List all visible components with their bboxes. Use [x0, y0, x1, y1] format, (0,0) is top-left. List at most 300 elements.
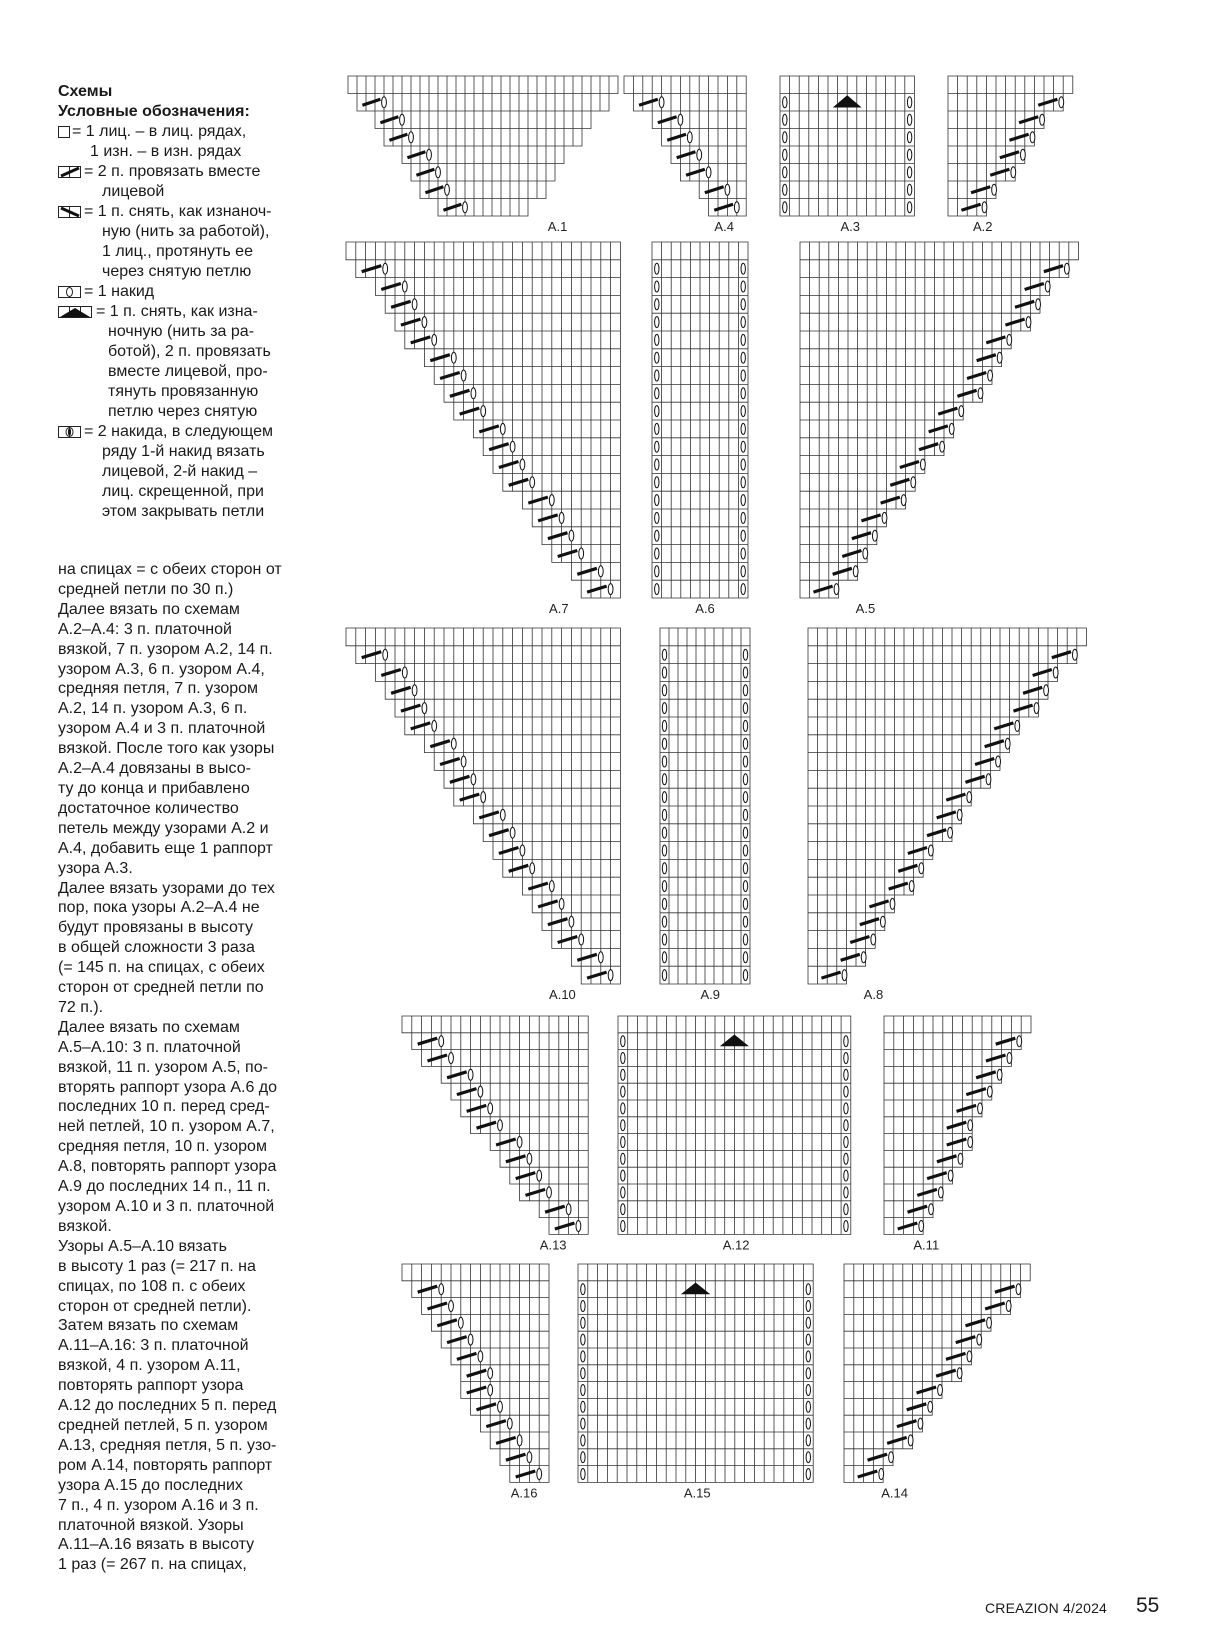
yarn-over-mark	[517, 1435, 522, 1446]
yarn-over-mark	[621, 1153, 625, 1164]
yarn-over-mark	[621, 1137, 625, 1148]
chart-label: A.9	[700, 987, 721, 1002]
yarn-over-mark	[520, 459, 525, 470]
instruction-line: повторять раппорт узора	[58, 1377, 244, 1395]
yarn-over-mark	[382, 97, 387, 108]
yarn-over-mark	[1016, 1284, 1021, 1295]
chart-grid	[844, 1264, 1030, 1482]
yarn-over-mark	[1005, 738, 1010, 749]
yarn-over-mark	[741, 584, 745, 595]
page-number: 55	[1136, 1594, 1160, 1617]
yarn-over-mark	[655, 566, 659, 577]
yarn-over-mark	[655, 370, 659, 381]
yarn-over-mark	[498, 1120, 503, 1131]
instruction-line: на спицах = с обеих сторон от	[58, 561, 282, 578]
yarn-over-mark	[655, 317, 659, 328]
instruction-line: платочной вязкой. Узоры	[58, 1516, 244, 1534]
yarn-over-mark	[468, 1334, 473, 1345]
instruction-line: ней петлей, 10 п. узором A.7,	[58, 1118, 275, 1136]
yarn-over-mark	[608, 584, 613, 595]
chart-grid	[800, 242, 1078, 598]
yarn-over-mark	[978, 1103, 983, 1114]
yarn-over-mark	[579, 934, 584, 945]
chart-grid	[660, 628, 750, 984]
yarn-over-mark	[662, 756, 666, 767]
yarn-over-mark	[806, 1452, 810, 1463]
yarn-over-mark	[844, 1137, 848, 1148]
yarn-over-mark	[948, 1170, 953, 1181]
chart-a15	[578, 1264, 813, 1500]
yarn-over-mark	[662, 863, 666, 874]
yarn-over-mark	[806, 1435, 810, 1446]
yarn-over-mark	[400, 114, 405, 125]
yarn-over-mark	[743, 809, 747, 820]
yarn-over-mark	[741, 281, 745, 292]
chart-a5	[800, 242, 1078, 616]
yarn-over-mark	[988, 370, 993, 381]
chart-grid	[346, 628, 620, 984]
yarn-over-mark	[481, 406, 486, 417]
yarn-over-mark	[919, 863, 924, 874]
yarn-over-mark	[1011, 167, 1016, 178]
instruction-line: A.11–A.16: 3 п. платочной	[58, 1337, 249, 1355]
yarn-over-mark	[783, 184, 787, 195]
yarn-over-mark	[530, 863, 535, 874]
yarn-over-mark	[806, 1368, 810, 1379]
yarn-over-mark	[655, 423, 659, 434]
yarn-over-mark	[659, 97, 664, 108]
chart-label: A.6	[695, 601, 715, 616]
chart-label: A.12	[722, 1237, 750, 1253]
yarn-over-mark	[844, 1086, 848, 1097]
yarn-over-mark	[918, 1418, 923, 1429]
yarn-over-mark	[383, 649, 388, 660]
instruction-line: вязкой, 11 п. узором A.5, по-	[58, 1058, 268, 1076]
yarn-over-mark	[741, 566, 745, 577]
yarn-over-mark	[806, 1284, 810, 1295]
yarn-over-mark	[678, 114, 683, 125]
yarn-over-mark	[500, 809, 505, 820]
yarn-over-mark	[907, 149, 911, 160]
instruction-line: вязкой.	[58, 1217, 112, 1235]
yarn-over-mark	[422, 317, 427, 328]
yarn-over-mark	[569, 916, 574, 927]
yarn-over-mark	[743, 934, 747, 945]
yarn-over-mark	[581, 1317, 585, 1328]
chart-a9	[660, 628, 750, 1002]
chart-label: A.15	[683, 1485, 711, 1501]
yarn-over-mark	[655, 352, 659, 363]
yarn-over-mark	[655, 548, 659, 559]
yarn-over-mark	[958, 1153, 963, 1164]
instruction-line: Далее вязать узорами до тех	[58, 879, 275, 897]
yarn-over-mark	[743, 649, 747, 660]
yarn-over-mark	[741, 441, 745, 452]
yarn-over-mark	[662, 667, 666, 678]
yarn-over-mark	[741, 317, 745, 328]
yarn-over-mark	[743, 703, 747, 714]
yarn-over-mark	[741, 352, 745, 363]
instruction-line: узора A.15 до последних	[58, 1476, 243, 1494]
yarn-over-mark	[1072, 649, 1077, 660]
yarn-over-mark	[559, 512, 564, 523]
yarn-over-mark	[510, 441, 515, 452]
yarn-over-mark	[741, 530, 745, 541]
yarn-over-mark	[844, 1221, 848, 1232]
yarn-over-mark	[687, 132, 692, 143]
instruction-line: 72 п.).	[58, 998, 104, 1016]
yarn-over-mark	[907, 184, 911, 195]
yarn-over-mark	[449, 1053, 454, 1064]
yarn-over-mark	[662, 703, 666, 714]
yarn-over-mark	[982, 202, 987, 213]
yarn-over-mark	[907, 132, 911, 143]
yarn-over-mark	[741, 548, 745, 559]
yarn-over-mark	[957, 809, 962, 820]
yarn-over-mark	[842, 970, 847, 981]
yarn-over-mark	[461, 756, 466, 767]
yarn-over-mark	[783, 132, 787, 143]
yarn-over-mark	[928, 1401, 933, 1412]
yarn-over-mark	[844, 1120, 848, 1131]
instruction-line: (= 145 п. на спицах, с обеих	[58, 959, 265, 977]
yarn-over-mark	[844, 1069, 848, 1080]
yarn-over-mark	[1064, 263, 1069, 274]
yarn-over-mark	[662, 809, 666, 820]
chart-label: A.14	[881, 1485, 908, 1501]
yarn-over-mark	[996, 756, 1001, 767]
legend-item-yarn-over: = 1 накид	[58, 282, 308, 302]
yarn-over-mark	[537, 1170, 542, 1181]
yarn-over-mark	[655, 281, 659, 292]
yarn-over-mark	[907, 202, 911, 213]
yarn-over-mark	[621, 1170, 625, 1181]
yarn-over-mark	[569, 530, 574, 541]
yarn-over-mark	[978, 388, 983, 399]
yarn-over-mark	[743, 827, 747, 838]
yarn-over-mark	[621, 1053, 625, 1064]
yarn-over-mark	[743, 898, 747, 909]
yarn-over-mark	[451, 352, 456, 363]
yarn-over-mark	[741, 477, 745, 488]
yarn-over-mark	[621, 1204, 625, 1215]
yarn-over-mark	[1017, 1036, 1022, 1047]
yarn-over-mark	[783, 167, 787, 178]
yarn-over-mark	[581, 1452, 585, 1463]
yarn-over-mark	[967, 1351, 972, 1362]
yarn-over-mark	[662, 685, 666, 696]
yarn-over-mark	[1020, 149, 1025, 160]
yarn-over-mark	[581, 1401, 585, 1412]
yarn-over-mark	[743, 756, 747, 767]
chart-a6	[652, 242, 748, 616]
yarn-over-mark	[520, 845, 525, 856]
yarn-over-mark	[741, 459, 745, 470]
yarn-over-mark	[871, 934, 876, 945]
yarn-over-mark	[655, 441, 659, 452]
instruction-line: средняя петля, 7 п. узором	[58, 680, 259, 698]
yarn-over-mark	[741, 263, 745, 274]
legend-subtitle: Условные обозначения:	[58, 103, 250, 120]
instruction-line: ром A.14, повторять раппорт	[58, 1456, 273, 1474]
yarn-over-mark	[741, 388, 745, 399]
yarn-over-mark	[471, 388, 476, 399]
yarn-over-mark	[940, 441, 945, 452]
yarn-over-mark	[439, 1284, 444, 1295]
yarn-over-mark	[662, 649, 666, 660]
instruction-line: A.2, 14 п. узором A.3, 6 п.	[58, 700, 248, 718]
yarn-over-mark	[706, 167, 711, 178]
instruction-line: A.5–A.10: 3 п. платочной	[58, 1038, 241, 1056]
yarn-over-mark	[510, 827, 515, 838]
chart-label: A.13	[539, 1237, 567, 1253]
yarn-over-mark	[907, 114, 911, 125]
chart-grid	[618, 1016, 851, 1234]
chart-a13	[402, 1016, 588, 1252]
instruction-line: пор, пока узоры A.2–A.4 не	[58, 899, 260, 917]
yarn-over-mark	[890, 898, 895, 909]
instruction-line: узором A.10 и 3 п. платочной	[58, 1198, 275, 1215]
yarn-over-mark	[581, 1334, 585, 1345]
instruction-line: вязкой. После того как узоры	[58, 740, 275, 758]
instruction-line: вторять раппорт узора A.6 до	[58, 1078, 278, 1096]
chart-label: A.11	[913, 1237, 940, 1253]
instruction-line: ту до конца и прибавлено	[58, 779, 250, 797]
yarn-over-mark	[581, 1368, 585, 1379]
instruction-line: узором A.3, 6 п. узором A.4,	[58, 660, 265, 678]
legend-item-knit: = 1 лиц. – в лиц. рядах, 1 изн. – в изн. рядах	[58, 122, 308, 162]
magazine-issue: CREAZION 4/2024	[985, 1600, 1108, 1616]
chart-a10	[346, 628, 620, 1002]
yarn-over-mark	[743, 970, 747, 981]
chart-a2	[948, 76, 1073, 234]
instruction-line: достаточное количество	[58, 799, 239, 817]
legend-item-double-yarn-over: = 2 накида, в следующем ряду 1-й накид вязать лицевой, 2-й накид – лиц. скрещенной, при этом закрывать петли	[58, 422, 308, 522]
yarn-over-mark	[662, 720, 666, 731]
instruction-line: последних 10 п. перед сред-	[58, 1098, 270, 1116]
instruction-line: A.11–A.16 вязать в высоту	[58, 1536, 255, 1554]
yarn-over-mark	[697, 149, 702, 160]
yarn-over-mark	[911, 477, 916, 488]
yarn-over-mark	[549, 881, 554, 892]
yarn-over-mark	[1044, 685, 1049, 696]
yarn-over-mark	[1026, 317, 1031, 328]
yarn-over-mark	[621, 1187, 625, 1198]
yarn-over-mark	[844, 1036, 848, 1047]
yarn-over-mark	[948, 827, 953, 838]
yarn-over-mark	[566, 1204, 571, 1215]
yarn-over-mark	[581, 1385, 585, 1396]
yarn-over-mark	[834, 584, 839, 595]
yarn-over-mark	[478, 1086, 483, 1097]
instruction-line: в общей сложности 3 раза	[58, 939, 255, 957]
yarn-over-mark	[806, 1401, 810, 1412]
chart-label: A.2	[972, 219, 993, 234]
yarn-over-mark	[889, 1452, 894, 1463]
instruction-line: Узоры A.5–A.10 вязать	[58, 1237, 227, 1255]
yarn-over-mark	[527, 1153, 532, 1164]
yarn-over-mark	[412, 685, 417, 696]
instruction-line: A.2–A.4 довязаны в высо-	[58, 760, 251, 778]
chart-label: A.3	[840, 219, 860, 234]
yarn-over-mark	[621, 1221, 625, 1232]
chart-a12	[618, 1016, 851, 1252]
yarn-over-mark	[783, 202, 787, 213]
yarn-over-mark	[517, 1137, 522, 1148]
yarn-over-mark	[537, 1469, 542, 1480]
yarn-over-mark	[608, 970, 613, 981]
yarn-over-mark	[500, 423, 505, 434]
yarn-over-mark	[844, 1170, 848, 1181]
instruction-line: A.2–A.4: 3 п. платочной	[58, 620, 232, 638]
yarn-over-mark	[806, 1351, 810, 1362]
chart-grid	[346, 242, 620, 598]
yarn-over-mark	[445, 184, 450, 195]
yarn-over-mark	[598, 566, 603, 577]
yarn-over-mark	[907, 97, 911, 108]
instruction-line: 7 п., 4 п. узором A.16 и 3 п.	[58, 1496, 259, 1514]
yarn-over-mark	[743, 720, 747, 731]
yarn-over-mark	[655, 495, 659, 506]
chart-grid	[652, 242, 748, 598]
instruction-line: петель между узорами A.2 и	[58, 819, 269, 837]
yarn-over-mark	[908, 1435, 913, 1446]
yarn-over-mark	[530, 477, 535, 488]
yarn-over-mark	[1007, 1053, 1012, 1064]
yarn-over-mark	[655, 530, 659, 541]
yarn-over-mark	[880, 916, 885, 927]
yarn-over-mark	[621, 1103, 625, 1114]
instruction-line: спицах, по 108 п. с обеих	[58, 1277, 246, 1295]
yarn-over-mark	[655, 459, 659, 470]
yarn-over-mark	[655, 406, 659, 417]
yarn-over-mark	[987, 1086, 992, 1097]
instruction-line: средняя петля, 10 п. узором	[58, 1138, 267, 1156]
yarn-over-mark	[743, 881, 747, 892]
yarn-over-mark	[481, 792, 486, 803]
yarn-over-mark	[662, 898, 666, 909]
yarn-over-mark	[412, 299, 417, 310]
yarn-over-mark	[967, 792, 972, 803]
instruction-line: A.8, повторять раппорт узора	[58, 1158, 277, 1176]
yarn-over-mark	[471, 774, 476, 785]
yarn-over-mark	[783, 114, 787, 125]
yarn-over-mark	[581, 1435, 585, 1446]
yarn-over-mark	[662, 952, 666, 963]
yarn-over-mark	[743, 738, 747, 749]
yarn-over-mark	[488, 1103, 493, 1114]
instruction-line: будут провязаны в высоту	[58, 919, 254, 937]
yarn-over-mark	[463, 202, 468, 213]
yarn-over-mark	[559, 898, 564, 909]
yarn-over-mark	[1030, 132, 1035, 143]
yarn-over-mark	[844, 1053, 848, 1064]
yarn-over-mark	[621, 1069, 625, 1080]
yarn-over-mark	[402, 667, 407, 678]
yarn-over-mark	[655, 299, 659, 310]
yarn-over-mark	[662, 970, 666, 981]
instruction-line: A.12 до последних 5 п. перед	[58, 1397, 277, 1415]
yarn-over-mark	[806, 1418, 810, 1429]
instruction-line: A.9 до последних 14 п., 11 п.	[58, 1178, 271, 1196]
yarn-over-mark	[409, 132, 414, 143]
yarn-over-mark	[432, 720, 437, 731]
instruction-line: A.13, средняя петля, 5 п. узо-	[58, 1436, 277, 1454]
legend-item-ssk: = 1 п. снять, как изнаноч- ную (нить за работой), 1 лиц., протянуть ее через снятую петлю	[58, 202, 308, 282]
yarn-over-mark	[1045, 281, 1050, 292]
chart-grid	[348, 76, 618, 216]
yarn-over-mark	[662, 845, 666, 856]
yarn-over-mark	[741, 406, 745, 417]
yarn-over-mark	[621, 1120, 625, 1131]
yarn-over-mark	[458, 1317, 463, 1328]
yarn-over-mark	[920, 459, 925, 470]
yarn-over-mark	[783, 97, 787, 108]
yarn-over-mark	[872, 530, 877, 541]
yarn-over-mark	[1007, 334, 1012, 345]
yarn-over-mark	[436, 167, 441, 178]
yarn-over-mark	[662, 827, 666, 838]
chart-a11	[884, 1016, 1031, 1252]
instruction-line: средней петли по 30 п.)	[58, 580, 234, 598]
yarn-over-mark	[987, 1317, 992, 1328]
yarn-over-mark	[741, 495, 745, 506]
chart-a3	[780, 76, 914, 234]
yarn-over-mark	[741, 423, 745, 434]
yarn-over-mark	[997, 352, 1002, 363]
yarn-over-mark	[743, 845, 747, 856]
yarn-over-mark	[549, 495, 554, 506]
yarn-over-mark	[527, 1452, 532, 1463]
legend-item-double-decrease: = 1 п. снять, как изна- ночную (нить за ра- ботой), 2 п. провязать вместе лицевой, про- тянуть провязанную петлю через снятую	[58, 302, 308, 422]
yarn-over-mark	[598, 952, 603, 963]
chart-a7	[346, 242, 620, 616]
instruction-line: сторон от средней петли по	[58, 979, 264, 997]
yarn-over-mark	[427, 149, 432, 160]
yarn-over-mark	[1059, 97, 1064, 108]
legend-title: Схемы	[58, 83, 113, 100]
yarn-over-mark	[488, 1368, 493, 1379]
yarn-over-mark	[1040, 114, 1045, 125]
chart-a1	[348, 76, 618, 234]
yarn-over-mark	[977, 1334, 982, 1345]
yarn-over-mark	[1036, 299, 1041, 310]
instruction-line: Далее вязать по схемам	[58, 1018, 240, 1036]
yarn-over-mark	[449, 1301, 454, 1312]
yarn-over-mark	[451, 738, 456, 749]
yarn-over-mark	[844, 1103, 848, 1114]
yarn-over-mark	[576, 1221, 581, 1232]
chart-grid	[578, 1264, 813, 1482]
yarn-over-mark	[662, 774, 666, 785]
yarn-over-mark	[929, 1204, 934, 1215]
chart-a8	[808, 628, 1086, 1002]
chart-label: A.4	[714, 219, 734, 234]
yarn-over-mark	[743, 685, 747, 696]
yarn-over-mark	[853, 566, 858, 577]
yarn-over-mark	[1034, 703, 1039, 714]
yarn-over-mark	[478, 1351, 483, 1362]
yarn-over-mark	[662, 881, 666, 892]
yarn-over-mark	[655, 512, 659, 523]
instruction-line: сторон от средней петли).	[58, 1297, 252, 1315]
yarn-over-mark	[863, 548, 868, 559]
instruction-line: A.4, добавить еще 1 раппорт	[58, 839, 273, 857]
instruction-line: узором A.4 и 3 п. платочной	[58, 720, 266, 738]
yarn-over-mark	[662, 738, 666, 749]
chart-grid	[948, 76, 1073, 216]
yarn-over-mark	[968, 1137, 973, 1148]
